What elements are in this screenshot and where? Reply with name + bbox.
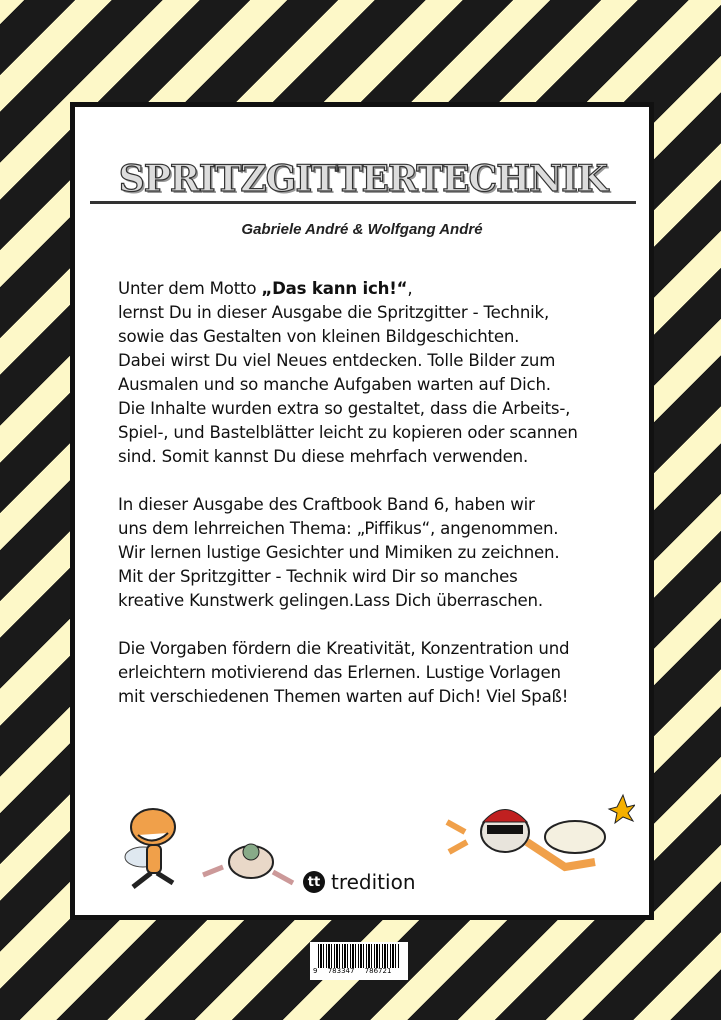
text-line: Die Inhalte wurden extra so gestaltet, dass die Arbeits-, [118,399,571,418]
text-line: kreative Kunstwerk gelingen.Lass Dich überraschen. [118,591,543,610]
barcode-bars [318,944,400,968]
paragraph-3 [118,637,648,709]
tredition-logo-icon: tt [303,871,325,893]
motto: „Das kann ich!“ [261,279,408,298]
book-title: SPRITZGITTERTECHNIK [90,157,636,204]
text-line: Wir lernen lustige Gesichter und Mimiken zu zeichnen. [118,543,560,562]
text-line: mit verschiedenen Themen warten auf Dich! Viel Spaß! [118,687,569,706]
text-line: sind. Somit kannst Du diese mehrfach verwenden. [118,447,529,466]
text: Unter dem Motto [118,279,262,298]
barcode-prefix: 9 [313,967,318,975]
text-line: erleichtern motivierend das Erlernen. Lustige Vorlagen [118,663,561,682]
text-line: lernst Du in dieser Ausgabe die Spritzgitter - Technik, [118,303,550,322]
text-line: Spiel-, und Bastelblätter leicht zu kopieren oder scannen [118,423,578,442]
authors: Gabriele André & Wolfgang André [241,221,483,238]
text-line: Ausmalen und so manche Aufgaben warten auf Dich. [118,375,551,394]
text-line: Dabei wirst Du viel Neues entdecken. Tolle Bilder zum [118,351,556,370]
barcode-digits [313,967,391,975]
text-line: Die Vorgaben fördern die Kreativität, Konzentration und [118,639,570,658]
text-line: uns dem lehrreichen Thema: „Piffikus“, angenommen. [118,519,559,538]
paragraph-2 [118,493,648,613]
text: , [407,279,413,298]
text-line: Mit der Spritzgitter - Technik wird Dir so manches [118,567,518,586]
paragraph-1 [118,277,648,469]
barcode-group-1: 783347 [327,967,355,975]
cartoon-characters-left [103,787,313,897]
cartoon-character-right [435,777,635,897]
isbn-barcode [310,942,408,980]
publisher-logo [303,870,416,894]
text-line: sowie das Gestalten von kleinen Bildgeschichten. [118,327,520,346]
blurb [118,277,648,733]
back-cover-panel [70,102,654,920]
barcode-group-2: 786721 [364,967,392,975]
publisher-name: tredition [331,870,416,894]
text-line: In dieser Ausgabe des Craftbook Band 6, haben wir [118,495,535,514]
